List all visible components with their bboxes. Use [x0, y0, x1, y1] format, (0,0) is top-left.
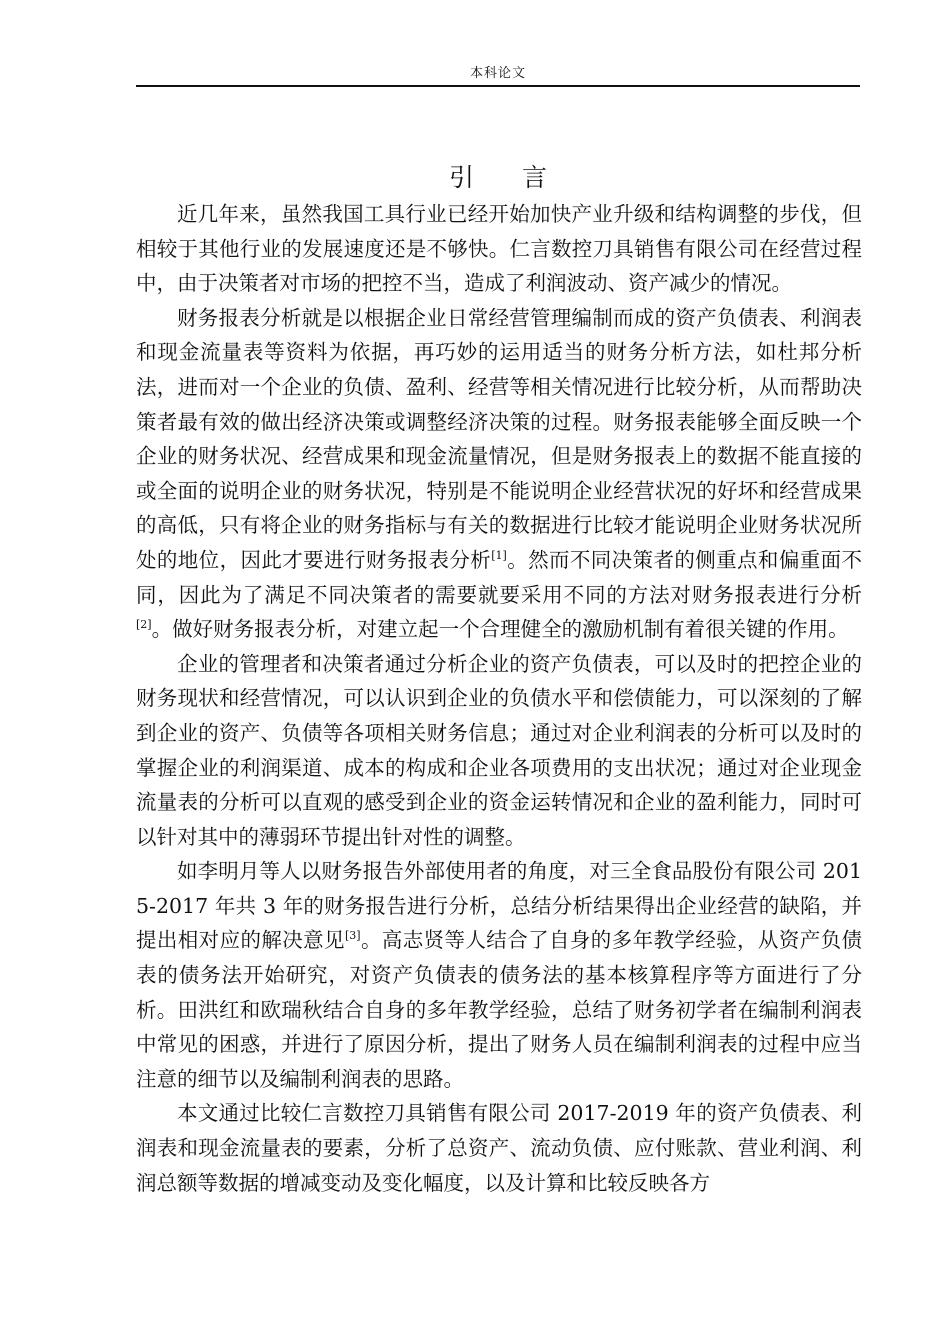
paragraph-text: 企业的管理者和决策者通过分析企业的资产负债表，可以及时的把控企业的财务现状和经营情况，可以认识到企业的负债水平和偿债能力，可以深刻的了解到企业的资产、负债等各项相关财务信息；通过对企业利润表的分析可以及时的掌握企业的利润渠道、成本的构成和企业各项费用的支出状况；通过对企业现金流量表的分析可以直观的感受到企业的资金运转情况和企业的盈利能力，同时可以针对其中的薄弱环节提出针对性的调整。 — [136, 651, 862, 849]
paragraph-text: 。然而不同决策者的侧重点和偏重面不同，因此为了满足不同决策者的需要就要采用不同的方法对财务报表进行分析 — [136, 547, 862, 607]
citation-ref[interactable]: [3] — [344, 929, 361, 943]
paragraph-text: 本文通过比较仁言数控刀具销售有限公司 2017-2019 年的资产负债表、利润表和现金流量表的要素，分析了总资产、流动负债、应付账款、营业利润、利润总额等数据的增减变动及变化幅度，以及计算和比较反映各方 — [136, 1101, 862, 1195]
paragraph-financial-analysis — [136, 301, 862, 647]
citation-ref[interactable]: [2] — [136, 618, 152, 632]
paragraph-literature-review — [136, 854, 862, 1096]
paragraph-text: 。做好财务报表分析，对建立起一个合理健全的激励机制有着很关键的作用。 — [151, 617, 849, 642]
paragraph-text: 近几年来，虽然我国工具行业已经开始加快产业升级和结构调整的步伐，但相较于其他行业的发展速度还是不够快。仁言数控刀具销售有限公司在经营过程中，由于决策者对市场的把控不当，造成了利润波动、资产减少的情况。 — [136, 202, 862, 296]
paragraph-study-scope — [136, 1096, 862, 1200]
paragraph-text: 。高志贤等人结合了自身的多年教学经验，从资产负债表的债务法开始研究，对资产负债表的债务法的基本核算程序等方面进行了分析。田洪红和欧瑞秋结合自身的多年教学经验，总结了财务初学者在编制利润表中常见的困惑，并进行了原因分析，提出了财务人员在编制利润表的过程中应当注意的细节以及编制利润表的思路。 — [136, 928, 863, 1091]
paragraph-text: 财务报表分析就是以根据企业日常经营管理编制而成的资产负债表、利润表和现金流量表等资料为依据，再巧妙的运用适当的财务分析方法，如杜邦分析法，进而对一个企业的负债、盈利、经营等相关情况进行比较分析，从而帮助决策者最有效的做出经济决策或调整经济决策的过程。财务报表能够全面反映一个企业的财务状况、经营成果和现金流量情况，但是财务报表上的数据不能直接的或全面的说明企业的财务状况，特别是不能说明企业经营状况的好坏和经营成果的高低，只有将企业的财务指标与有关的数据进行比较才能说明企业财务状况所处的地位，因此才要进行财务报表分析 — [136, 305, 862, 572]
citation-ref[interactable]: [1] — [491, 549, 507, 563]
body-text — [136, 197, 862, 1200]
paragraph-background — [136, 197, 862, 301]
running-header: 本科论文 — [469, 66, 526, 81]
section-title: 引言 — [448, 163, 595, 192]
paragraph-text: 如李明月等人以财务报告外部使用者的角度，对三全食品股份有限公司 2015-2017 年共 3 年的财务报告进行分析，总结分析结果得出企业经营的缺陷，并提出相对应的解决意见 — [136, 859, 862, 953]
header-rule — [136, 85, 860, 87]
paragraph-management-use — [136, 647, 862, 855]
